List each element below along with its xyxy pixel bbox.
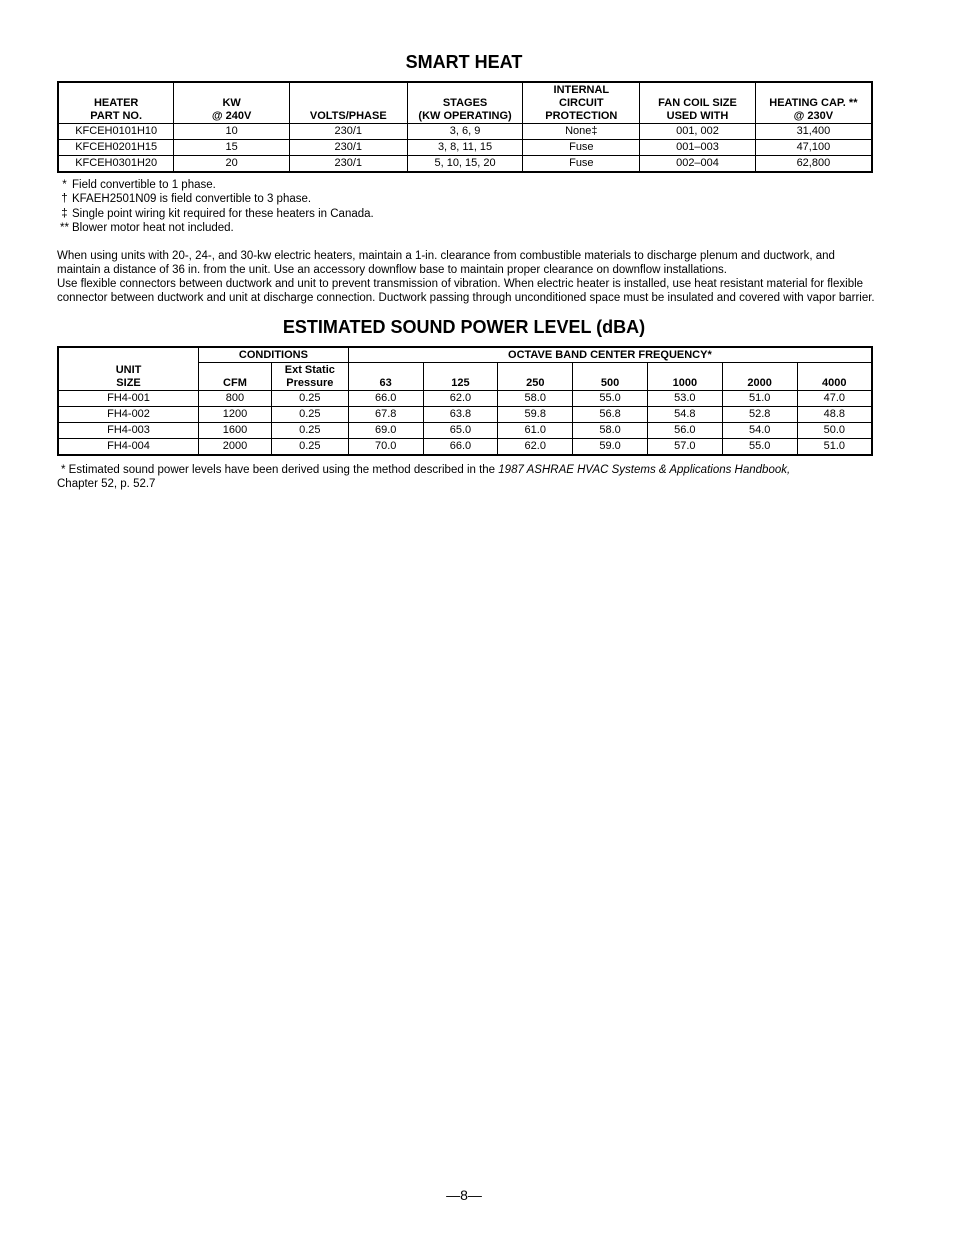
header-ext-static: Ext Static Pressure	[271, 362, 348, 390]
cell-part-no: KFCEH0301H20	[58, 155, 174, 172]
note-item: † KFAEH2501N09 is field convertible to 3 phase.	[61, 193, 312, 206]
cell-unit-size: FH4-001	[58, 390, 199, 406]
cell-static: 0.25	[271, 390, 348, 406]
cell-freq: 48.8	[797, 406, 872, 422]
sound-power-table	[57, 346, 873, 456]
header-freq-2000: 2000	[722, 362, 797, 390]
sound-footnote	[57, 463, 877, 491]
cell-unit-size: FH4-004	[58, 438, 199, 455]
cell-freq: 52.8	[722, 406, 797, 422]
cell-freq: 55.0	[722, 438, 797, 455]
table-row	[58, 155, 872, 172]
note-item: * Field convertible to 1 phase.	[62, 179, 216, 191]
header-protection: INTERNAL CIRCUIT PROTECTION	[523, 82, 640, 123]
cell-cfm: 2000	[199, 438, 272, 455]
cell-fan-coil: 002–004	[640, 155, 756, 172]
cell-heating-cap: 47,100	[755, 139, 872, 155]
cell-freq: 54.0	[722, 422, 797, 438]
cell-freq: 58.0	[573, 422, 648, 438]
footnote-handbook-title: 1987 ASHRAE HVAC Systems & Applications Handbook,	[498, 464, 791, 476]
cell-freq: 66.0	[423, 438, 498, 455]
cell-heating-cap: 62,800	[755, 155, 872, 172]
header-freq-63: 63	[348, 362, 423, 390]
header-freq-125: 125	[423, 362, 498, 390]
cell-freq: 54.8	[647, 406, 722, 422]
cell-fan-coil: 001, 002	[640, 123, 756, 139]
installation-paragraph	[57, 249, 877, 305]
cell-freq: 56.0	[647, 422, 722, 438]
cell-freq: 58.0	[498, 390, 573, 406]
smart-heat-notes	[57, 178, 374, 235]
note-item: ‡ Single point wiring kit required for these heaters in Canada.	[61, 207, 374, 220]
cell-freq: 51.0	[722, 390, 797, 406]
header-heating-cap: HEATING CAP. ** @ 230V	[755, 82, 872, 123]
cell-stages: 3, 8, 11, 15	[407, 139, 523, 155]
cell-freq: 63.8	[423, 406, 498, 422]
cell-protection: None‡	[523, 123, 640, 139]
table-row	[58, 438, 872, 455]
header-freq-1000: 1000	[647, 362, 722, 390]
cell-kw: 20	[174, 155, 290, 172]
table-row	[58, 139, 872, 155]
cell-unit-size: FH4-002	[58, 406, 199, 422]
header-conditions: CONDITIONS	[199, 347, 349, 362]
header-volts-phase: VOLTS/PHASE	[289, 82, 407, 123]
cell-part-no: KFCEH0101H10	[58, 123, 174, 139]
page-number: —8—	[446, 1187, 482, 1203]
cell-unit-size: FH4-003	[58, 422, 199, 438]
cell-freq: 53.0	[647, 390, 722, 406]
cell-freq: 56.8	[573, 406, 648, 422]
cell-cfm: 1600	[199, 422, 272, 438]
header-octave-band: OCTAVE BAND CENTER FREQUENCY*	[348, 347, 872, 362]
cell-heating-cap: 31,400	[755, 123, 872, 139]
cell-freq: 55.0	[573, 390, 648, 406]
cell-freq: 61.0	[498, 422, 573, 438]
header-cfm: CFM	[199, 362, 272, 390]
cell-freq: 62.0	[498, 438, 573, 455]
header-freq-250: 250	[498, 362, 573, 390]
cell-freq: 47.0	[797, 390, 872, 406]
table-row	[58, 406, 872, 422]
header-unit-size: UNIT SIZE	[58, 347, 199, 390]
table-row	[58, 123, 872, 139]
cell-volts: 230/1	[289, 123, 407, 139]
cell-volts: 230/1	[289, 139, 407, 155]
cell-static: 0.25	[271, 438, 348, 455]
cell-kw: 10	[174, 123, 290, 139]
cell-freq: 51.0	[797, 438, 872, 455]
cell-protection: Fuse	[523, 139, 640, 155]
cell-static: 0.25	[271, 406, 348, 422]
cell-cfm: 1200	[199, 406, 272, 422]
table-row	[58, 422, 872, 438]
cell-freq: 62.0	[423, 390, 498, 406]
footnote-chapter: Chapter 52, p. 52.7	[57, 478, 156, 490]
cell-freq: 66.0	[348, 390, 423, 406]
header-fan-coil: FAN COIL SIZE USED WITH	[640, 82, 756, 123]
note-item: ** Blower motor heat not included.	[60, 221, 234, 234]
footnote-prefix: * Estimated sound power levels have been derived using the method described in the	[61, 464, 499, 476]
cell-freq: 70.0	[348, 438, 423, 455]
cell-protection: Fuse	[523, 155, 640, 172]
header-freq-500: 500	[573, 362, 648, 390]
cell-cfm: 800	[199, 390, 272, 406]
cell-kw: 15	[174, 139, 290, 155]
cell-freq: 69.0	[348, 422, 423, 438]
smart-heat-title: SMART HEAT	[405, 52, 523, 72]
smart-heat-table	[57, 81, 873, 173]
cell-fan-coil: 001–003	[640, 139, 756, 155]
cell-stages: 5, 10, 15, 20	[407, 155, 523, 172]
header-kw: KW @ 240V	[174, 82, 290, 123]
cell-stages: 3, 6, 9	[407, 123, 523, 139]
header-freq-4000: 4000	[797, 362, 872, 390]
cell-volts: 230/1	[289, 155, 407, 172]
paragraph-clearance: When using units with 20-, 24-, and 30-kw electric heaters, maintain a 1-in. clearance from combustible materials to discharge plenum and ductwork, and maintain a distance of 36 in. from the unit. Use an accessory downflow base to maintain proper clearance on downflow installations.	[57, 250, 835, 276]
cell-freq: 65.0	[423, 422, 498, 438]
paragraph-flex-connectors: Use flexible connectors between ductwork and unit to prevent transmission of vibration. When electric heater is installed, use heat resistant material for flexible connector between ductwork and unit at discharge connection. Ductwork passing through unconditioned space must be insulated and covered with vapor barrier.	[57, 278, 875, 304]
header-stages: STAGES (KW OPERATING)	[407, 82, 523, 123]
cell-part-no: KFCEH0201H15	[58, 139, 174, 155]
cell-freq: 67.8	[348, 406, 423, 422]
cell-freq: 59.8	[498, 406, 573, 422]
cell-freq: 50.0	[797, 422, 872, 438]
header-part-no: HEATER PART NO.	[58, 82, 174, 123]
sound-power-title: ESTIMATED SOUND POWER LEVEL (dBA)	[282, 317, 646, 337]
cell-freq: 59.0	[573, 438, 648, 455]
table-row	[58, 390, 872, 406]
cell-freq: 57.0	[647, 438, 722, 455]
cell-static: 0.25	[271, 422, 348, 438]
